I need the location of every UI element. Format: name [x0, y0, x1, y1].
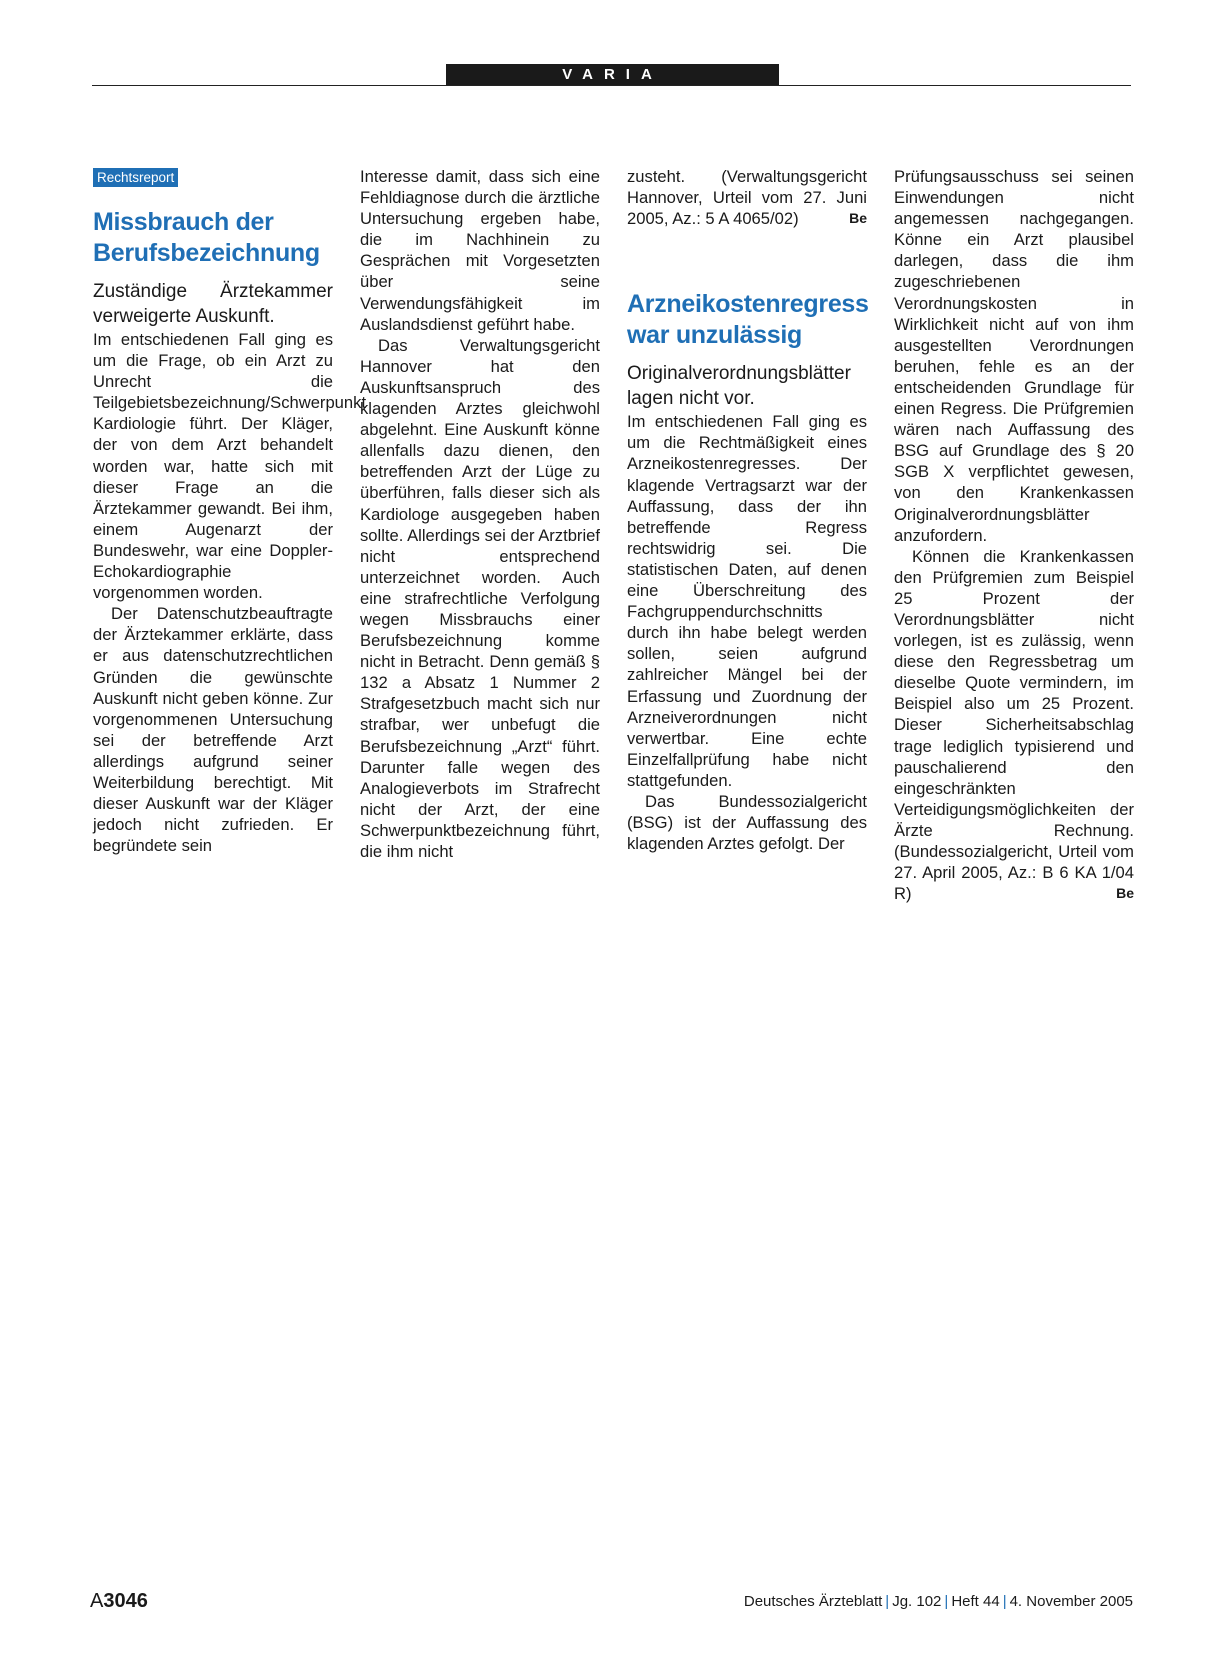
journal-name: Deutsches Ärzteblatt: [743, 1593, 883, 1610]
article1-signature: Be: [849, 210, 867, 227]
column-1: [93, 166, 367, 856]
journal-footer: Deutsches Ärzteblatt | Jg. 102 | Heft 44 | 4. November 2005: [743, 1593, 1133, 1610]
page-prefix: A: [90, 1590, 104, 1612]
article2-signature: Be: [1116, 885, 1134, 902]
article2-paragraph: Prüfungsausschuss sei seinen Einwendungen nicht angemessen nachgegangen. Könne ein Arzt plausibel darlegen, dass die ihm zugeschriebenen Verordnungskosten in Wirklichkeit nicht auf von ihm ausgestellten Verordnungen beruhen, fehle es an der entscheidenden Grundlage für einen Regress. Die Prüfgremien wären nach Auffassung des BSG auf Grundlage des § 20 SGB X verpflichtet gewesen, von den Krankenkassen Originalverordnungsblätter anzufordern.: [894, 167, 1134, 545]
article2-paragraph: Im entschiedenen Fall ging es um die Rechtmäßigkeit eines Arzneikostenregresses. Der klagende Vertragsarzt war der Auffassung, dass der ihn betreffende Regress rechtswidrig sei. Die statistischen Daten, auf denen eine Überschreitung des Fachgruppendurchschnitts durch ihn habe belegt werden sollen, seien aufgrund zahlreicher Mängel bei der Erfassung und Zuordnung der Arzneiverordnungen nicht verwertbar. Eine echte Einzelfallprüfung habe nicht stattgefunden.: [627, 412, 867, 790]
section-label: VARIA: [446, 64, 779, 85]
column-2: [360, 166, 600, 862]
journal-date: 4. November 2005: [1009, 1593, 1133, 1610]
journal-volume: Jg. 102: [892, 1593, 942, 1610]
header-rule: [92, 85, 1131, 86]
article2-paragraph: Das Bundessozialgericht (BSG) ist der Auffassung des klagenden Arztes gefolgt. Der: [627, 791, 867, 854]
article1-paragraph: Das Verwaltungsgericht Hannover hat den Auskunftsanspruch des klagenden Arztes gleichwohl abgelehnt. Eine Auskunft könne allenfalls dazu dienen, den betreffenden Arzt der Lüge zu überführen, falls dieser sich als Kardiologe ausgegeben haben sollte. Allerdings sei der Arztbrief nicht entsprechend unterzeichnet worden. Auch eine strafrechtliche Verfolgung wegen Missbrauchs einer Berufsbezeichnung komme nicht in Betracht. Denn gemäß § 132 a Absatz 1 Nummer 2 Strafgesetzbuch macht sich nur strafbar, wer unbefugt die Berufsbezeichnung „Arzt“ führt. Darunter falle wegen des Analogieverbots im Strafrecht nicht der Arzt, der eine Schwerpunktbezeichnung führt, die ihm nicht: [360, 335, 600, 861]
category-tag: Rechtsreport: [93, 168, 178, 187]
article-divider-space: [627, 229, 867, 289]
page-number: [90, 1590, 148, 1613]
article1-paragraph: [627, 166, 867, 229]
journal-issue: Heft 44: [951, 1593, 1000, 1610]
article2-paragraph: [894, 546, 1134, 905]
article2-headline: Arzneikostenregress war unzulässig: [627, 290, 869, 350]
page-number-value: 3046: [103, 1590, 148, 1612]
article2-subline: Originalverordnungsblätter lagen nicht vor.: [627, 363, 851, 410]
article1-subline: Zuständige Ärztekammer verweigerte Auskunft.: [93, 281, 333, 327]
article2-closing-text: Können die Krankenkassen den Prüfgremien zum Beispiel 25 Prozent der Verordnungsblätter nicht vorlegen, ist es zulässig, wenn diese den Regressbetrag um dieselbe Quote vermindern, im Beispiel also um 25 Prozent. Dieser Sicherheitsabschlag trage lediglich typisierend und pauschalierend den eingeschränkten Verteidigungsmöglichkeiten der Ärzte Rechnung. (Bundessozialgericht, Urteil vom 27. April 2005, Az.: B 6 KA 1/04 R): [894, 546, 1134, 904]
column-4: [894, 166, 1134, 904]
column-3: [627, 166, 867, 854]
article1-paragraph: Interesse damit, dass sich eine Fehldiagnose durch die ärztliche Untersuchung ergeben habe, die im Nachhinein zu Gesprächen mit Vorgesetzten über seine Verwendungsfähigkeit im Auslandsdienst geführt habe.: [360, 167, 600, 334]
article1-paragraph: Der Datenschutzbeauftragte der Ärztekammer erklärte, dass er aus datenschutzrechtlichen Gründen die gewünschte Auskunft nicht geben könne. Zur vorgenommenen Untersuchung sei der betreffende Arzt allerdings aufgrund seiner Weiterbildung berechtigt. Mit dieser Auskunft war der Kläger jedoch nicht zufrieden. Er begründete sein: [93, 604, 333, 856]
article1-closing-text: zusteht. (Verwaltungsgericht Hannover, Urteil vom 27. Juni 2005, Az.: 5 A 4065/02): [627, 167, 867, 229]
article1-paragraph: Im entschiedenen Fall ging es um die Frage, ob ein Arzt zu Unrecht die Teilgebietsbezeichnung/Schwerpunkt Kardiologie führt. Der Kläger, der von dem Arzt behandelt worden war, hatte sich mit dieser Frage an die Ärztekammer gewandt. Bei ihm, einem Augenarzt der Bundeswehr, war eine Doppler-Echokardiographie vorgenommen worden.: [93, 330, 367, 603]
article1-headline: Missbrauch der Berufsbezeichnung: [93, 208, 320, 267]
